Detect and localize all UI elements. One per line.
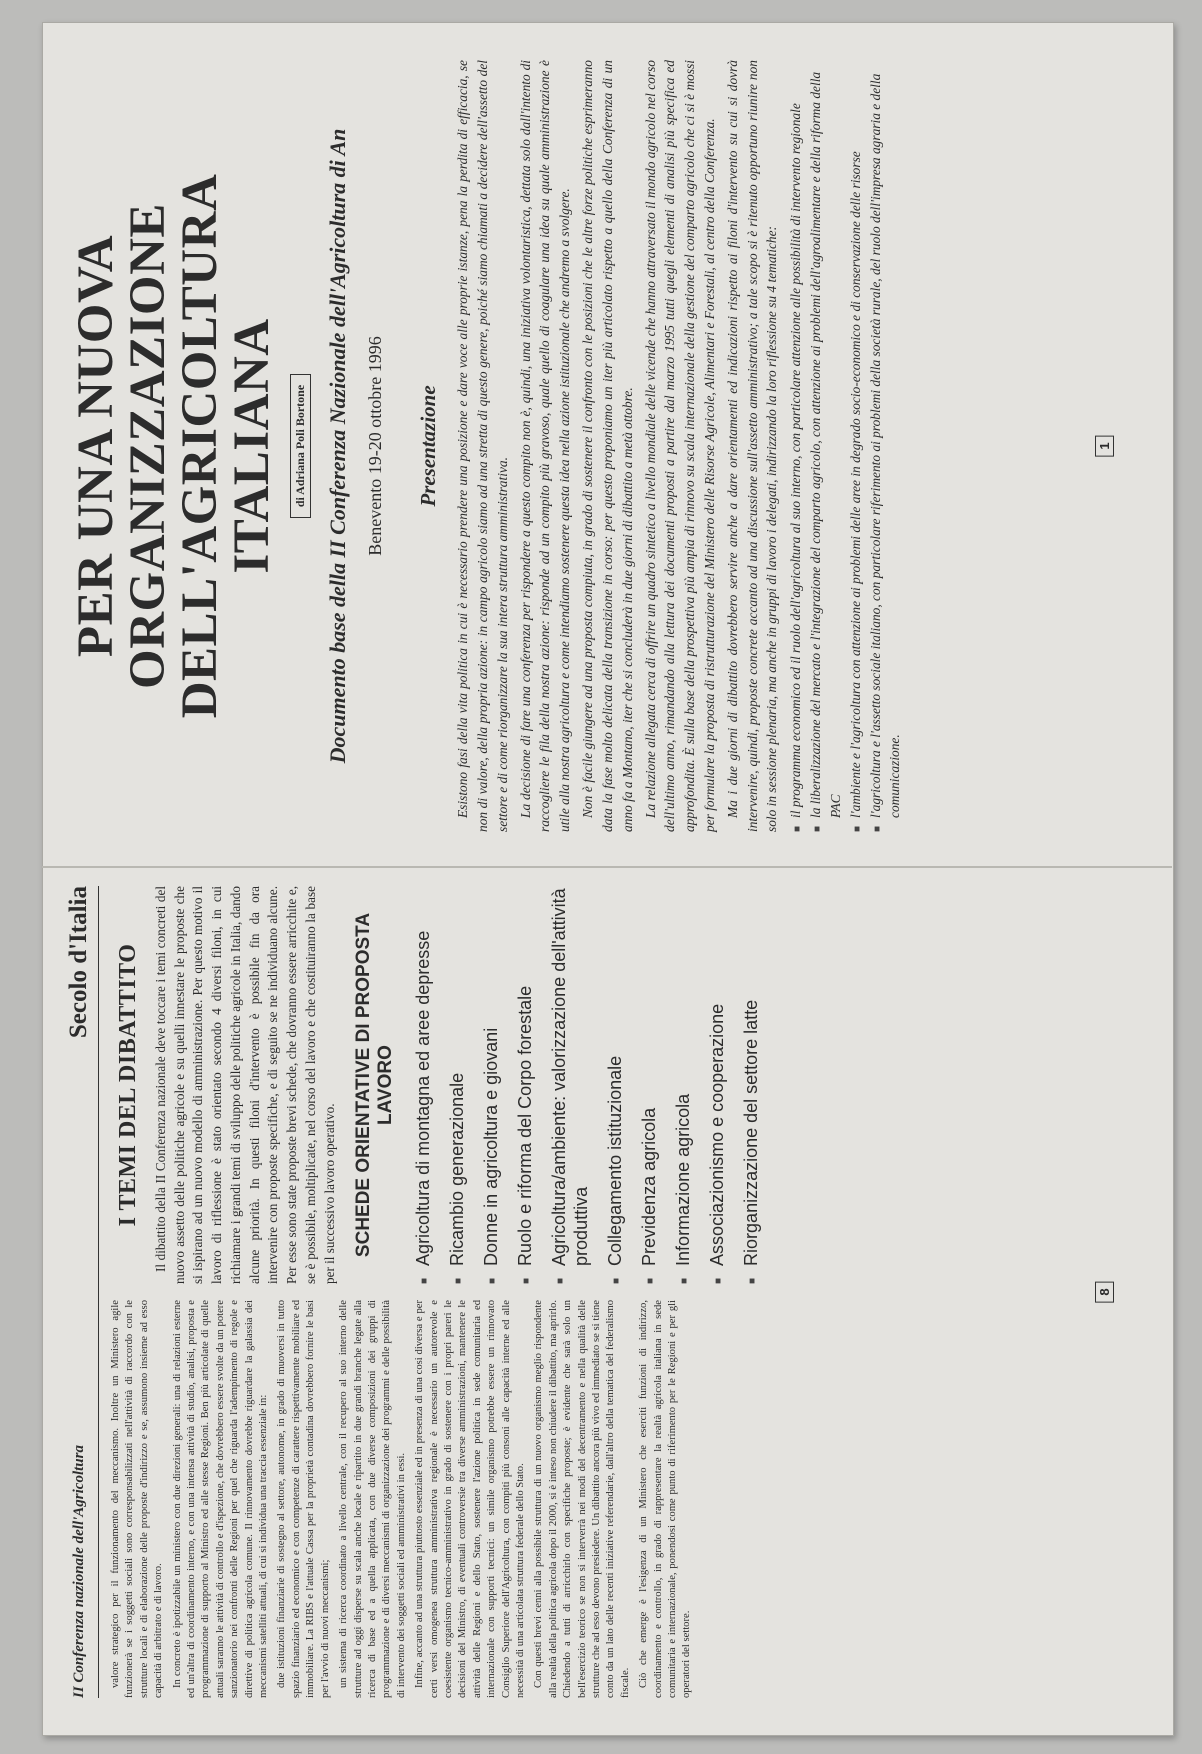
list-item: ■ Collegamento istituzionale <box>605 1055 626 1284</box>
right-column <box>109 886 1099 1284</box>
list-item: ■ il programma economico ed il ruolo dell'agricoltura al suo interno, con particolare attenzione alle possibilità di intervento regionale <box>786 60 806 832</box>
page-number: 1 <box>1095 435 1114 456</box>
paragraph: Esistono fasi della vita politica in cui è necessario prendere una posizione e dare voce alle proprie istanze, pena la perdita di efficacia, se non di valore, della propria azione: in campo agricolo siamo ad una stretta di questo genere, poiché siamo chiamati a decidere dell'assetto del settore e di come riorganizzare la sua intera struttura amministrativa. <box>455 60 510 832</box>
bullet-icon: ■ <box>812 825 824 832</box>
page-8-header <box>60 886 99 1698</box>
presentation-body <box>453 60 905 832</box>
list-item: ■ Donne in agricoltura e giovani <box>481 1027 502 1284</box>
list-item: ■ l'agricoltura e l'assetto sociale italiano, con particolare riferimento ai problemi della società rurale, del ruolo dell'impresa agraria e della comunicazione. <box>866 60 906 832</box>
bullet-icon: ■ <box>419 1277 431 1284</box>
bullet-icon: ■ <box>555 1277 567 1284</box>
bullet-icon: ■ <box>678 1277 690 1284</box>
temi-heading: I TEMI DEL DIBATTITO <box>115 943 141 1227</box>
page-fold <box>42 866 1172 868</box>
subtitle: Documento base della II Conferenza Nazionale dell'Agricoltura di An <box>325 128 351 764</box>
list-item: ■ Ruolo e riforma del Corpo forestale <box>515 985 536 1284</box>
paragraph: due istituzioni finanziarie di sostegno al settore, autonome, in grado di muoversi in tutto spazio finanziario ed economico e con competenze di carattere rispettivamente mobiliare ed immobiliare. La RIBS e l'attuale Cassa per la proprietà contadina dovrebbero fornire le basi per l'avvio di nuovi meccanismi; <box>276 1300 331 1698</box>
list-item: ■ Riorganizzazione del settore latte <box>740 999 761 1284</box>
paragraph: un sistema di ricerca coordinato a livello centrale, con il recupero al suo interno delle strutture ad oggi disperse su scala anche locale e ripartito in due grandi branche legate alla ricerca di base ed a quella applicata, con due diverse composizioni dei gruppi di programmazione e di diversi meccanismi di organizzazione dei programmi e delle possibilità di intervento dei soggetti sociali ed amministrativi in essi. <box>338 1300 407 1698</box>
presentation-heading: Presentazione <box>416 385 441 507</box>
list-item: ■ Associazionismo e cooperazione <box>706 1003 727 1284</box>
paragraph: Con questi brevi cenni alla possibile struttura di un nuovo organismo meglio rispondente alla realtà della politica agricola dopo il 2000, si è inteso non chiudere il dibattito, ma aprirlo. Chiedendo a tutti di arricchirlo con specifiche proposte; è evidente che sarà solo un bell'esercizio teorico se non si interverrà nei modi del decentramento e nella qualità delle strutture che ad esso devono presiedere. Un dibattito ancora più vivo ed immediato se si tiene conto da un lato delle recenti iniziative referendarie, dall'altro della tematica del federalismo fiscale. <box>533 1300 631 1698</box>
paragraph: valore strategico per il funzionamento del meccanismo. Inoltre un Ministero agile funzionerà se i soggetti sociali sono corresponsabilizzati nell'attività di raccordo con le strutture locali e di elaborazione delle proposte d'indirizzo e se, assumono insieme ad esso capacità di arbitrato e di lavoro. <box>110 1300 165 1698</box>
list-item: ■ Ricambio generazionale <box>447 1072 468 1284</box>
list-item: ■ Previdenza agricola <box>639 1107 660 1284</box>
paragraph: La relazione allegata cerca di offrire un quadro sintetico a livello mondiale delle vicende che hanno attraversato il mondo agricolo nel corso dell'ultimo anno, rimandando alla lettura dei documenti proposti a partire dal marzo 1995 tutti quegli elementi di analisi più specifica ed approfondita. È sulla base della prospettiva più ampia di rinnovo su scala internazionale della gestione del comparto agricolo che ci si è mossi per formulare la proposta di ristrutturazione del Ministero delle Risorse Agricole, Alimentari e Forestali, al centro della Conferenza. <box>642 60 717 832</box>
list-item: ■ la liberalizzazione del mercato e l'integrazione del comparto agricolo, con attenzione ai problemi dell'agroalimentare e della riforma della PAC <box>806 60 846 832</box>
section-header: II Conferenza nazionale dell'Agricoltura <box>70 1445 87 1698</box>
bullet-icon: ■ <box>645 1277 657 1284</box>
bullet-icon: ■ <box>521 1277 533 1284</box>
bullet-icon: ■ <box>611 1277 623 1284</box>
page-title: PER UNA NUOVA ORGANIZZAZIONE DELL'AGRICOLTURA ITALIANA <box>68 173 281 719</box>
schede-heading: SCHEDE ORIENTATIVE DI PROPOSTA LAVORO <box>353 912 397 1258</box>
page-1 <box>60 46 1120 846</box>
list-item: ■ Agricoltura/ambiente: valorizzazione dell'attività produttiva <box>549 888 592 1284</box>
list-item: ■ Informazione agricola <box>672 1093 693 1284</box>
list-item: ■ l'ambiente e l'agricoltura con attenzione ai problemi delle aree in degrado socio-economico e di conservazione delle risorse <box>846 60 866 832</box>
bullet-icon: ■ <box>453 1277 465 1284</box>
bullet-icon: ■ <box>851 825 863 832</box>
paragraph: La decisione di fare una conferenza per rispondere a questo compito non è, quindi, una iniziativa volontaristica, dettata solo dall'intento di raccogliere le fila della nostra azione: risponde ad un compito più gravoso, quale quello di coagulare una idea su quale amministrazione è utile alla nostra agricoltura e come intendiamo sostenere questa idea nella azione istituzionale che andremo a svolgere. <box>517 60 573 832</box>
bullet-icon: ■ <box>712 1277 724 1284</box>
paragraph: In concreto è ipotizzabile un ministero con due direzioni generali: una di relazioni esterne ed un'altra di coordinamento interno, e con una intensa attività di studio, analisi, proposta e programmazione di supporto al Ministro ed alle stesse Regioni. Ben più articolate di quelle attuali saranno le attività di controllo e d'ispezione, che dovrebbero essere svolte da un potere sanzionatorio nei confronti delle Regioni per quel che riguarda l'adempimento di regole e direttive di politica agricola comune. Il rinnovamento dovrebbe riguardare la galassia dei meccanismi satelliti attuali, di cui si individua una traccia essenziale in: <box>171 1300 270 1698</box>
page-number: 8 <box>1095 1281 1114 1302</box>
bullet-icon: ■ <box>746 1277 758 1284</box>
masthead: Secolo d'Italia <box>65 886 92 1039</box>
paragraph: Infine, accanto ad una struttura piuttosto essenziale ed in presenza di una cosi diversa e per certi versi omogenea struttura amministrativa regionale è necessario un autorevole e coesistente organismo tecnico-amministrativo in grado di sostenere con i propri pareri le decisioni del Ministro, di eventuali controversie tra diverse amministrazioni, mantenere le attività delle Regioni e dello Stato, sostenere l'azione politica in sede comunitaria ed internazionale con supporti tecnici: un simile organismo potrebbe essere un rinnovato Consiglio Superiore dell'Agricoltura, con compiti più consoni alle capacità interne ed alle necessità di una articolata struttura federale dello Stato. <box>414 1300 526 1698</box>
bullet-icon: ■ <box>871 825 883 832</box>
byline: di Adriana Poli Bortone <box>290 374 311 518</box>
place-date: Benevento 19-20 ottobre 1996 <box>365 336 386 556</box>
bullet-icon: ■ <box>487 1277 499 1284</box>
temi-paragraph: Il dibattito della II Conferenza nazionale deve toccare i temi concreti del nuovo assetto delle politiche agricole e su quelli innestare le proposte che si ispirano ad un nuovo modello di amministrazione. Per questo motivo il lavoro di riflessione è stato orientato secondo 4 diversi filoni, in cui richiamare i grandi temi di sviluppo delle politiche agricole in Italia, dando alcune priorità. In questi filoni d'intervento è possibile fin da ora intervenire con proposte specifiche, e di seguito se ne individuano alcune. Per esse sono state proposte brevi schede, che dovranno essere arricchite e, se è possibile, moltiplicate, nel corso del lavoro e che costituiranno la base per il successivo lavoro operativo. <box>153 886 337 1284</box>
left-text-column <box>109 1300 1099 1698</box>
bullet-icon: ■ <box>792 825 804 832</box>
paragraph: Non è facile giungere ad una proposta compiuta, in grado di sostenere il confronto con le posizioni che le altre forze politiche esprimeranno data la fase molto delicata della transizione in corso: per questo proponiamo un iter più articolato rispetto a quello della Conferenza di un anno fa a Montano, iter che si concluderà in due giorni di dibattito a metà ottobre. <box>580 60 635 832</box>
schede-list <box>413 886 762 1284</box>
paragraph: Ciò che emerge è l'esigenza di un Ministero che eserciti funzioni di indirizzo, coordinamento e controllo, in grado di rappresentare la realtà agricola italiana in sede comunitaria e internazionale, ponendosi come punto di riferimento per le Regioni e per gli operatori del settore. <box>638 1300 693 1698</box>
themes-list <box>786 60 905 832</box>
paragraph: Ma i due giorni di dibattito dovrebbero servire anche a dare orientamenti ed indicazioni rispetto ai filoni d'intervento su cui si dovrà intervenire, quindi, proposte concrete accanto ad una discussione sull'assetto amministrativo; a tale scopo si è ritenuto opportuno riunire non solo in sessione plenaria, ma anche in gruppi di lavoro i delegati, indirizzando la loro riflessione su 4 tematiche: <box>724 60 780 832</box>
list-item: ■ Agricoltura di montagna ed aree depresse <box>413 930 434 1284</box>
page-8 <box>60 872 1120 1712</box>
